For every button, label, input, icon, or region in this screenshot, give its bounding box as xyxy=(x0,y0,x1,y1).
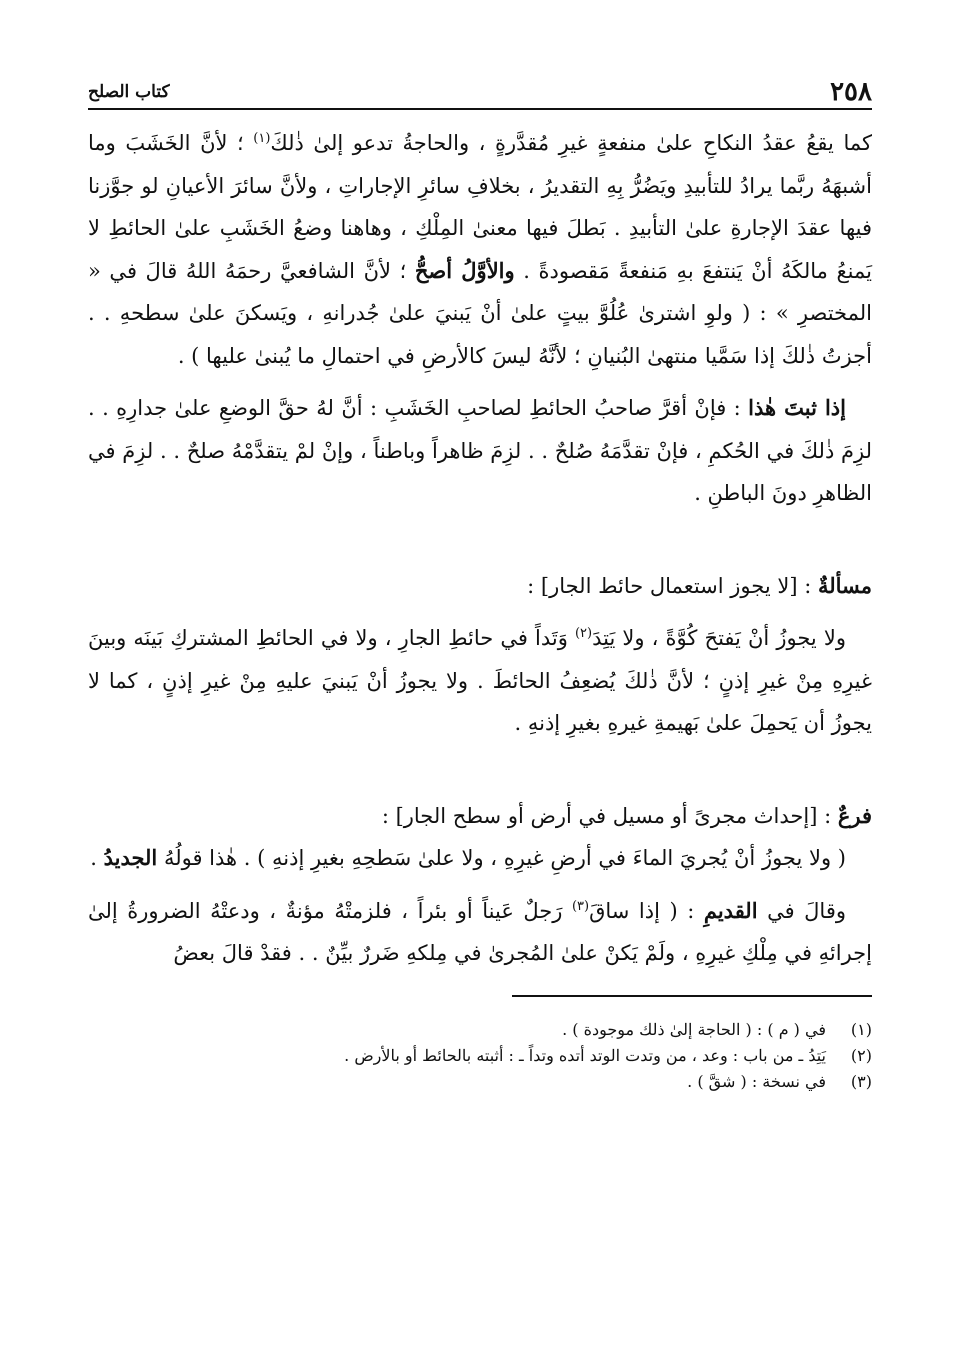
footnote-3 xyxy=(88,1069,872,1095)
paragraph-3 xyxy=(88,617,872,745)
page-number: ٢٥٨ xyxy=(830,77,872,107)
footnote-number: (٣) xyxy=(850,1071,872,1091)
footnote-1 xyxy=(88,1017,872,1043)
footnote-divider xyxy=(512,995,872,997)
text-run: ( ولا يجوزُ أنْ يُجريَ الماءَ في أرضِ غيرِهِ ، ولا علىٰ سَطحِهِ بغيرِ إذنهِ ) . هٰذا قولُهُ xyxy=(157,846,846,870)
bold-phrase: والأوَّلُ أصحُّ xyxy=(414,257,515,283)
footnote-text: يَتِدُ ـ من باب : وعد ، من وتدت الوتد أتده وتداً ـ : أثبته بالحائط أو بالأرض . xyxy=(344,1045,826,1065)
far-label: فرعٌ xyxy=(837,802,872,828)
text-run: رَجلٌ عَيناً أو بئراً ، فلزمتْهُ مؤنةٌ ، ودعتْهُ الضرورةُ إلىٰ إجرائهِ في مِلْكِ غيرِهِ ، ولَمْ يَكنْ علىٰ المُجرىٰ في مِلكهِ ضَررٌ بيِّنٌ . . فقدْ قالَ بعضُ xyxy=(88,898,872,965)
footnote-text: في ( م ) : ( الحاجة إلىٰ ذلك موجودة ) . xyxy=(562,1019,826,1039)
text-run: : ( إذا ساقَ xyxy=(589,898,704,923)
footnote-number: (٢) xyxy=(850,1045,872,1065)
far-title: : [إحداث مجرىً أو مسيل في أرض أو سطح الجار] : xyxy=(381,803,838,828)
paragraph-5 xyxy=(88,890,872,975)
paragraph-1 xyxy=(88,122,872,377)
footnote-ref-3: (٣) xyxy=(571,898,590,914)
footnote-ref-1: (١) xyxy=(253,131,271,146)
text-run: ؛ لأنَّ الخَشَبَ وما أشبهَهُ ربَّما يرادُ للتأبيدِ ويَضُرُّ بِهِ التقديرُ ، بخلافِ سائرِ الإجاراتِ ، ولأنَّ سائرَ الأعيانِ لو جوَّزنا فيها عقدَ الإجارةِ علىٰ التأبيدِ . بَطلَ فيها معنىٰ المِلْكِ ، وهاهنا وضعُ الخَشَبِ علىٰ الحائطِ لا يَمنعُ مالكَهُ أنْ يَنتفعَ بهِ مَنفعةً مَقصودةً . xyxy=(88,131,872,283)
far-heading xyxy=(88,795,872,838)
paragraph-4 xyxy=(88,837,872,880)
running-title: كتاب الصلح xyxy=(88,82,170,102)
footnote-text: في نسخة : ( شقَّ ) . xyxy=(687,1071,826,1091)
bold-phrase: إذا ثبتَ هٰذا xyxy=(748,395,846,420)
footnotes xyxy=(88,1017,872,1095)
text-run: ولا يجوزُ أنْ يَفتحَ كُوَّةً ، ولا يَتِدَ xyxy=(592,626,846,650)
text-run: : فإنْ أقرَّ صاحبُ الحائطِ لصاحبِ الخَشَبِ : أنَّ لهُ حقَّ الوضعِ علىٰ جدارِهِ . . لزِمَ ذٰلكَ في الحُكمِ ، فإنْ تقدَّمَهُ صُلحٌ . . لزِمَ ظاهراً وباطناً ، وإنْ لمْ يتقدَّمْهُ صلحٌ . . لزِمَ في الظاهرِ دونَ الباطنِ . xyxy=(88,396,872,505)
masala-label: مسألةٌ xyxy=(817,572,872,598)
text-run: ؛ لأنَّ الشافعيَّ رحمَهُ اللهُ قالَ في « المختصرِ » : ( ولوِ اشترىٰ عُلُوَّ بيتٍ علىٰ أنْ يَبنيَ علىٰ جُدرانهِ ، ويَسكنَ علىٰ سطحهِ . . أجزتُ ذٰلكَ إذا سَمَّيا منتهىٰ البُنيانِ ؛ لأنَّهُ ليسَ كالأرضِ في احتمالِ ما يُبنىٰ عليها ) . xyxy=(88,258,872,368)
masala-heading xyxy=(88,565,872,608)
text-run: وَتَداً في حائطِ الجارِ ، ولا في الحائطِ المشتركِ بَينَه وبينَ غيرِهِ مِنْ غيرِ إذنٍ ؛ لأنَّ ذٰلكَ يُضعِفُ الحائطَ . ولا يجوزُ أنْ يَبنيَ عليهِ مِنْ غيرِ إذنٍ ، كما لا يجوزُ أن يَحمِلَ علىٰ بَهيمةِ غيرهِ بغيرِ إذنهِ . xyxy=(88,626,872,735)
text-run: . xyxy=(90,846,104,870)
body-text xyxy=(88,122,872,975)
book-page xyxy=(88,78,872,1298)
page-header xyxy=(88,78,872,110)
text-run: وقالَ في xyxy=(757,898,846,923)
footnote-2 xyxy=(88,1043,872,1069)
paragraph-2 xyxy=(88,387,872,515)
footnote-ref-2: (٢) xyxy=(574,626,593,641)
masala-title: : [لا يجوز استعمال حائط الجار] : xyxy=(527,573,818,598)
text-run: كما يقعُ عقدُ النكاحِ علىٰ منفعةٍ غيرِ مُقدَّرةٍ ، والحاجةُ تدعو إلىٰ ذٰلكَ xyxy=(270,131,872,155)
bold-phrase: القديمِ xyxy=(703,897,758,923)
bold-phrase: الجديدُ xyxy=(103,845,158,870)
footnote-number: (١) xyxy=(850,1019,872,1039)
